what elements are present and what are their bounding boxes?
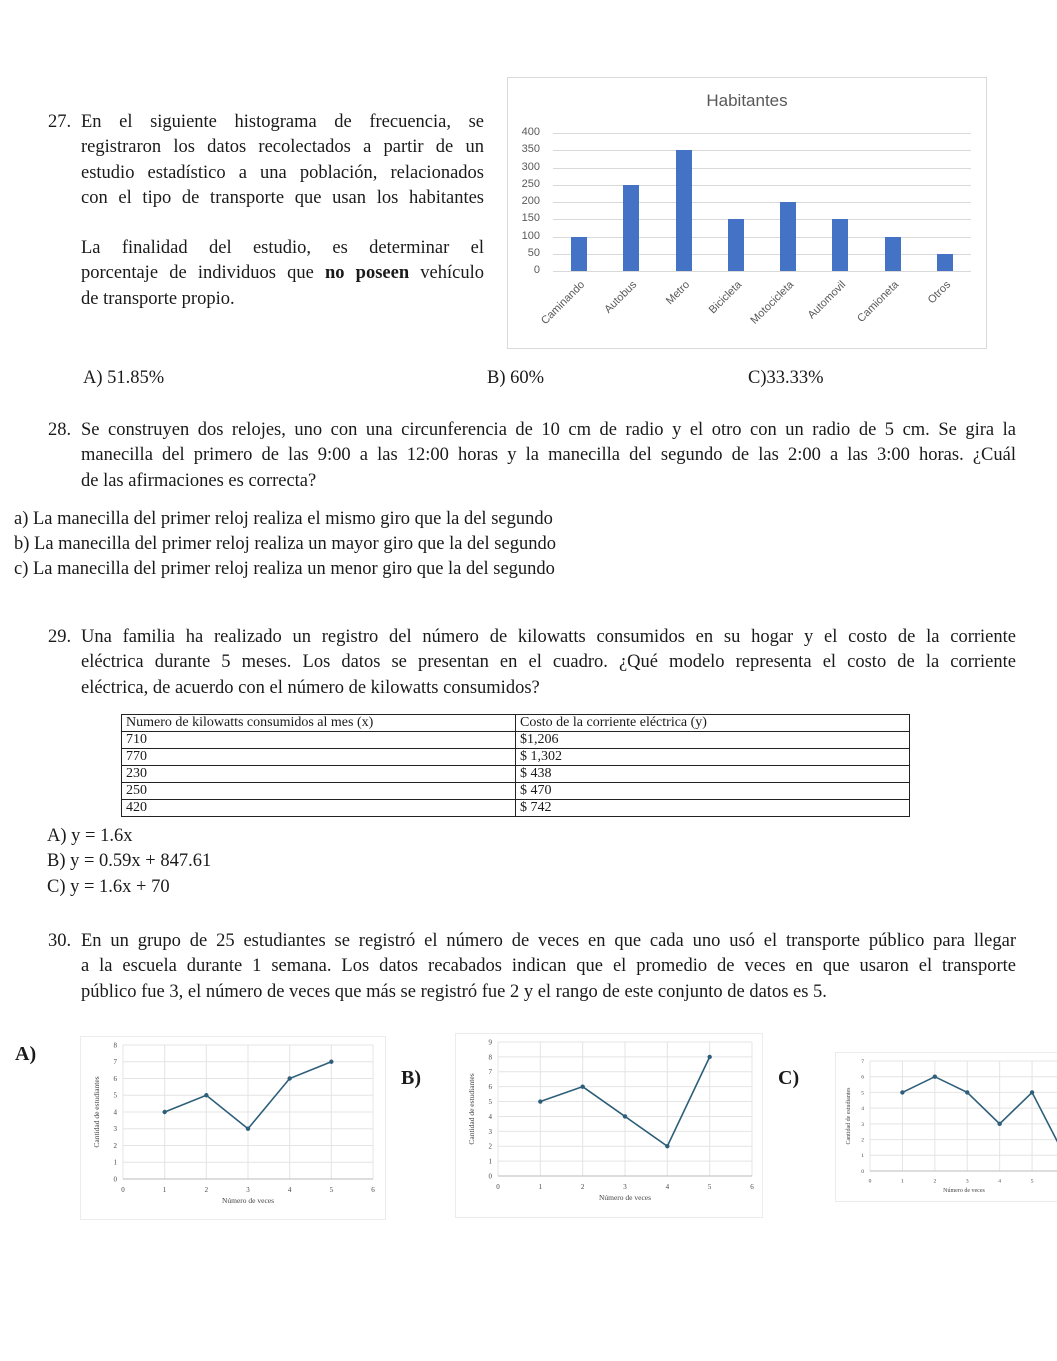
gridline (553, 185, 971, 186)
x-tick-label: 5 (707, 1183, 712, 1191)
x-tick-label: 1 (901, 1178, 904, 1185)
x-tick-label: 4 (665, 1183, 670, 1191)
y-tick-label: 2 (861, 1137, 864, 1144)
y-tick-label: 2 (113, 1141, 117, 1150)
emphasis: no poseen (324, 263, 410, 284)
column-header: Costo de la corriente eléctrica (y) (516, 715, 910, 732)
data-point (623, 1114, 627, 1118)
bar-camioneta (885, 237, 901, 272)
series-line (902, 1077, 1057, 1143)
y-tick-label: 7 (861, 1058, 864, 1065)
y-tick-label: 1 (861, 1153, 864, 1160)
y-tick-label: 4 (488, 1112, 492, 1121)
y-tick-label: 6 (113, 1074, 117, 1083)
y-tick-label: 5 (488, 1098, 492, 1107)
y-axis-title: Cantidad de estudiantes (846, 1087, 852, 1145)
y-tick-label: 7 (488, 1068, 492, 1077)
x-tick-label: 4 (287, 1186, 292, 1194)
data-point (665, 1144, 669, 1148)
data-point (933, 1075, 937, 1079)
bar-autobus (623, 185, 639, 271)
y-tick-label: 250 (521, 177, 540, 190)
data-point (538, 1099, 542, 1103)
option-b[interactable]: B) y = 0.59x + 847.61 (47, 851, 212, 871)
x-tick-label: 2 (933, 1178, 937, 1185)
x-tick-label: 6 (371, 1186, 375, 1194)
question-text: Una familia ha realizado un registro del número de kilowatts consumidos en su hogar y el costo de la corriente eléctrica durante 5 meses. Los datos se presentan en el cuadro. ¿Qué modelo representa el costo de la corriente eléctrica, de acuerdo con el número de kilowatts consumidos? (81, 627, 1016, 698)
question-number: 30. (48, 931, 72, 951)
x-tick-label: Otros (925, 278, 954, 307)
table-row: 230 $ 438 (122, 766, 910, 783)
x-axis-title: Número de veces (598, 1193, 652, 1202)
bar-otros (937, 254, 953, 271)
y-tick-label: 50 (527, 246, 540, 259)
data-point (204, 1093, 208, 1097)
data-point (997, 1122, 1001, 1126)
x-tick-label: 5 (1030, 1178, 1034, 1185)
x-tick-label: 1 (162, 1186, 167, 1194)
y-tick-label: 6 (861, 1074, 864, 1081)
y-tick-label: 100 (521, 229, 540, 242)
kilowatt-cost-table (121, 714, 910, 817)
option-a[interactable]: A) 51.85% (83, 368, 165, 388)
y-tick-label: 6 (488, 1083, 492, 1092)
question-number: 27. (48, 112, 72, 132)
question-text: En un grupo de 25 estudiantes se registró el número de veces en que cada uno usó el transporte público para llegar a la escuela durante 1 semana. Los datos recabados indican que el promedio de veces en que usaron el transporte público fue 3, el número de veces que más se registró fue 2 y el rango de este conjunto de datos es 5. (81, 931, 1016, 1002)
x-tick-label: 3 (965, 1178, 969, 1185)
data-point (965, 1090, 969, 1094)
y-tick-label: 300 (521, 160, 540, 173)
x-tick-label: 5 (329, 1186, 334, 1194)
gridline (553, 150, 971, 151)
y-tick-label: 8 (113, 1041, 117, 1050)
y-tick-label: 3 (488, 1127, 492, 1136)
bar-bicicleta (728, 219, 744, 271)
table-row: 770 $ 1,302 (122, 749, 910, 766)
x-tick-label: Caminando (539, 278, 588, 328)
option-c-label[interactable]: C) (778, 1067, 800, 1089)
x-tick-label: 3 (246, 1186, 250, 1194)
option-c[interactable]: C) y = 1.6x + 70 (47, 877, 170, 897)
y-tick-label: 3 (861, 1121, 864, 1128)
data-point (707, 1055, 711, 1059)
bar-automovil (832, 219, 848, 271)
x-tick-label: 3 (623, 1183, 627, 1191)
y-tick-label: 4 (113, 1108, 117, 1117)
bar-metro (676, 150, 692, 271)
y-tick-label: 200 (521, 195, 540, 207)
option-c[interactable]: C)33.33% (748, 368, 824, 388)
x-tick-label: 6 (750, 1183, 754, 1191)
data-point (287, 1076, 291, 1080)
x-tick-label: 1 (538, 1183, 543, 1191)
y-tick-label: 0 (488, 1172, 492, 1181)
table-header-row (122, 715, 910, 732)
option-b[interactable]: b) La manecilla del primer reloj realiza un mayor giro que la del segundo (14, 534, 556, 554)
x-tick-label: 0 (868, 1178, 872, 1185)
data-point (1030, 1090, 1034, 1094)
y-tick-label: 0 (533, 264, 540, 276)
table-row: 250 $ 470 (122, 783, 910, 800)
habitantes-bar-chart (507, 77, 987, 349)
y-tick-label: 4 (861, 1106, 864, 1113)
table-row: 710 $1,206 (122, 732, 910, 749)
y-tick-label: 150 (521, 212, 540, 225)
data-point (580, 1084, 584, 1088)
option-b-line-chart[interactable] (455, 1033, 763, 1218)
x-tick-label: 4 (998, 1178, 1002, 1185)
option-a[interactable]: A) y = 1.6x (47, 826, 133, 846)
option-a-line-chart[interactable] (80, 1036, 386, 1220)
option-c-line-chart[interactable] (835, 1052, 1057, 1202)
question-text: En el siguiente histograma de frecuencia, se registraron los datos recolectados a partir de un estudio estadístico a una población, relacionados con el tipo de transporte que usan los habitantes (81, 112, 484, 208)
gridline (553, 254, 971, 255)
x-tick-label: Metro (663, 278, 692, 308)
data-point (329, 1060, 333, 1064)
question-text: Se construyen dos relojes, uno con una circunferencia de 10 cm de radio y el otro con un radio de 5 cm. Se gira la manecilla del primero de las 9:00 a las 12:00 horas y la manecilla del segundo de las 2:00 a las 3:00 horas. ¿Cuál de las afirmaciones es correcta? (81, 420, 1016, 491)
question-number: 29. (48, 627, 72, 647)
y-tick-label: 8 (488, 1053, 492, 1062)
x-tick-label: Automovil (805, 278, 849, 322)
y-tick-label: 1 (113, 1158, 117, 1167)
y-tick-label: 400 (521, 126, 540, 138)
option-c[interactable]: c) La manecilla del primer reloj realiza un menor giro que la del segundo (14, 559, 555, 579)
x-tick-label: Bicicleta (706, 278, 745, 317)
gridline (553, 133, 971, 134)
chart-title: Habitantes (706, 91, 788, 110)
gridline (553, 237, 971, 238)
column-header: Numero de kilowatts consumidos al mes (x) (122, 715, 516, 732)
y-tick-label: 5 (113, 1091, 117, 1100)
x-tick-label: Autobus (602, 278, 640, 316)
question-number: 28. (48, 420, 72, 440)
x-tick-label: 2 (204, 1186, 209, 1194)
y-tick-label: 1 (488, 1157, 492, 1166)
x-tick-label: 2 (580, 1183, 585, 1191)
x-tick-label: Motocicleta (748, 278, 797, 327)
data-point (162, 1110, 166, 1114)
y-tick-label: 350 (521, 143, 540, 156)
gridline (553, 219, 971, 220)
question-purpose: La finalidad del estudio, es determinar el porcentaje de individuos que no poseen vehículo de transporte propio. (81, 238, 485, 309)
option-b-label[interactable]: B) (401, 1067, 421, 1089)
option-b[interactable]: B) 60% (487, 368, 545, 388)
gridline (553, 271, 971, 272)
y-tick-label: 0 (113, 1175, 117, 1184)
y-tick-label: 9 (488, 1038, 492, 1047)
bar-motocicleta (780, 202, 796, 271)
option-a[interactable]: a) La manecilla del primer reloj realiza el mismo giro que la del segundo (14, 509, 553, 529)
data-point (246, 1127, 250, 1131)
x-tick-label: 0 (121, 1186, 125, 1194)
x-axis-title: Número de veces (221, 1196, 275, 1205)
y-axis-title: Cantidad de estudiantes (467, 1073, 476, 1145)
gridline (553, 168, 971, 169)
table-row: 420 $ 742 (122, 800, 910, 817)
gridline (553, 202, 971, 203)
y-tick-label: 5 (861, 1090, 864, 1097)
x-tick-label: 0 (496, 1183, 500, 1191)
data-point (900, 1090, 904, 1094)
bar-caminando (571, 237, 587, 272)
x-tick-label: Camioneta (854, 278, 901, 325)
y-tick-label: 2 (488, 1142, 492, 1151)
y-tick-label: 7 (113, 1058, 117, 1067)
x-axis-title: Número de veces (943, 1188, 985, 1194)
y-axis-title: Cantidad de estudiantes (92, 1076, 101, 1148)
option-a-label[interactable]: A) (15, 1043, 37, 1065)
y-tick-label: 3 (113, 1125, 117, 1134)
y-tick-label: 0 (861, 1168, 864, 1175)
